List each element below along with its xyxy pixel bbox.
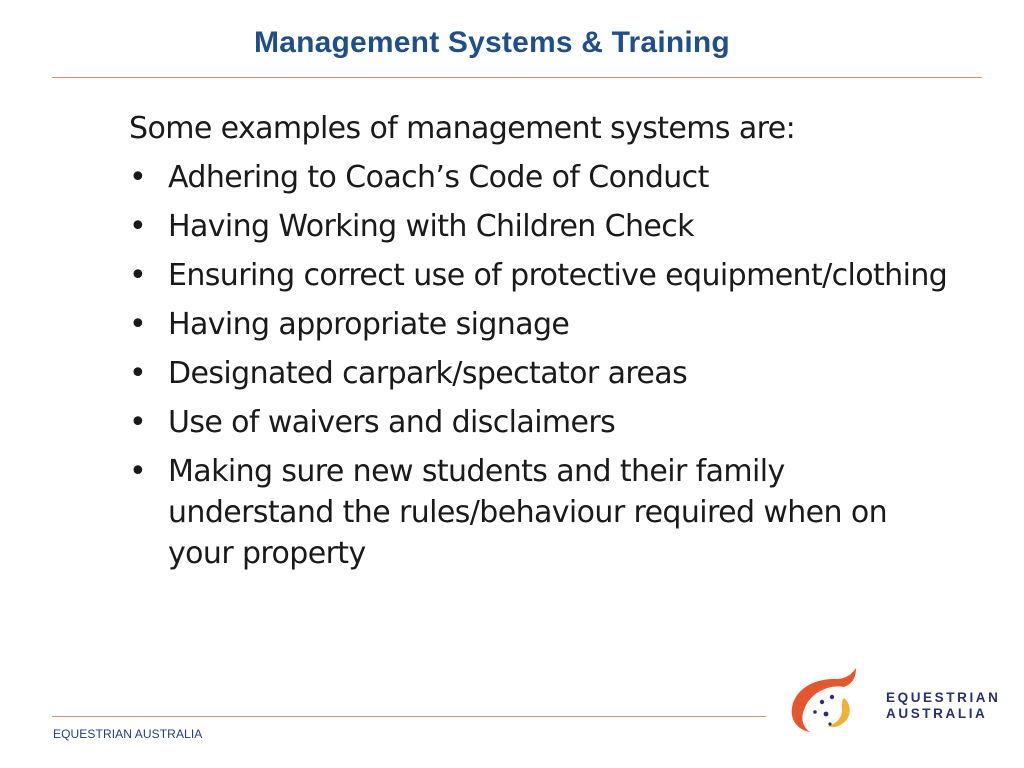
logo-line-2: AUSTRALIA [886,706,988,721]
list-item [129,304,959,345]
list-item [129,402,959,443]
bullet-text: Having appropriate signage [168,307,570,342]
bullet-text: Having Working with Children Check [168,209,694,244]
bullet-text: Adhering to Coach’s Code of Conduct [168,160,709,195]
list-item [129,206,959,247]
equestrian-australia-logo [786,664,1001,736]
title-divider [52,77,982,78]
bullet-icon: • [129,160,147,195]
bullet-icon: • [129,258,147,293]
bullet-text: Designated carpark/spectator areas [168,356,688,391]
bullet-text: Use of waivers and disclaimers [168,405,616,440]
list-item [129,255,959,296]
logo-wordmark [886,690,1001,722]
bullet-list [129,157,959,574]
bullet-icon: • [129,454,147,489]
slide-content [129,108,959,582]
slide-title: Management Systems & Training [254,26,730,59]
equestrian-australia-logo-icon [786,664,876,736]
footer-divider [52,716,766,717]
list-item [129,451,959,574]
bullet-icon: • [129,405,147,440]
footer-organization: EQUESTRIAN AUSTRALIA [53,727,203,741]
logo-line-1: EQUESTRIAN [886,690,1001,705]
intro-text: Some examples of management systems are: [129,111,796,146]
bullet-icon: • [129,356,147,391]
bullet-text: Ensuring correct use of protective equipment/clothing [168,258,948,293]
list-item [129,353,959,394]
list-item [129,157,959,198]
bullet-icon: • [129,307,147,342]
bullet-text: Making sure new students and their family understand the rules/behaviour required when on your property [168,454,888,571]
bullet-icon: • [129,209,147,244]
